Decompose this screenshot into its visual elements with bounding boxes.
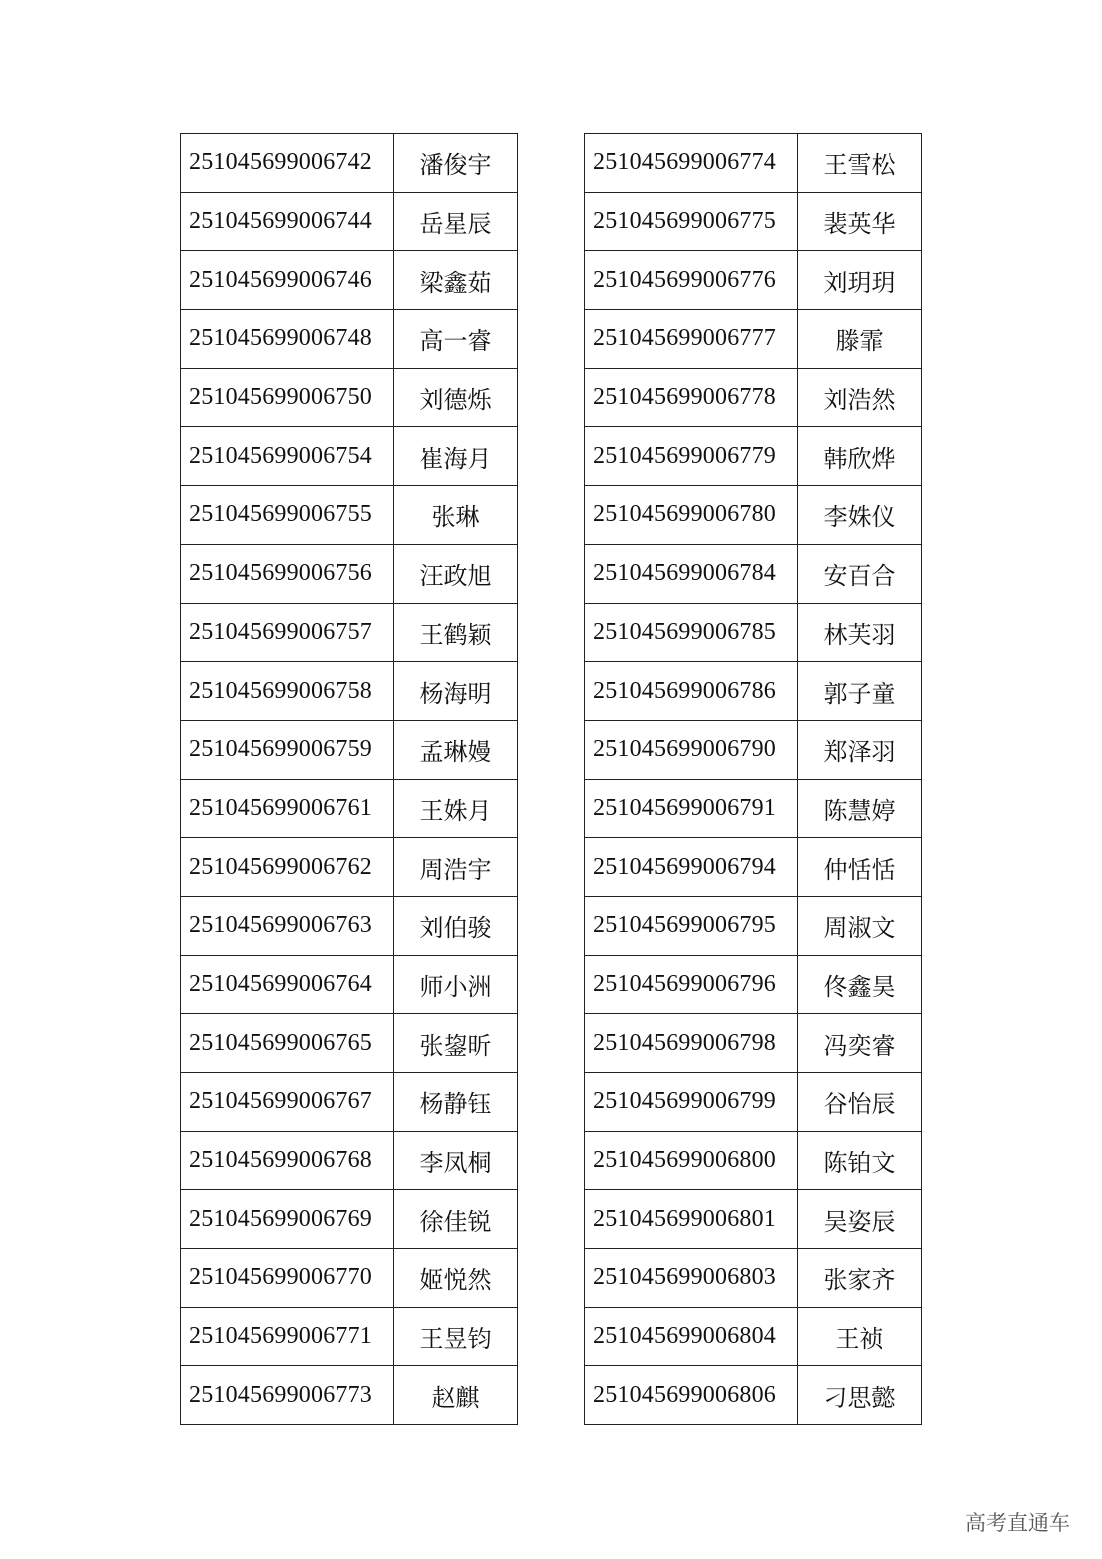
candidate-id: 251045699006796	[585, 955, 798, 1014]
candidate-name: 杨静钰	[394, 1073, 518, 1132]
candidate-name: 孟琳嫚	[394, 720, 518, 779]
candidate-name: 佟鑫昊	[798, 955, 922, 1014]
candidate-id: 251045699006795	[585, 896, 798, 955]
roster-table-left	[180, 133, 518, 1425]
table-row	[585, 662, 922, 721]
table-row	[181, 1073, 518, 1132]
candidate-name: 周淑文	[798, 896, 922, 955]
candidate-id: 251045699006750	[181, 368, 394, 427]
candidate-id: 251045699006798	[585, 1014, 798, 1073]
table-row	[181, 1131, 518, 1190]
candidate-name: 谷怡辰	[798, 1073, 922, 1132]
candidate-name: 高一睿	[394, 310, 518, 369]
candidate-id: 251045699006791	[585, 779, 798, 838]
candidate-id: 251045699006764	[181, 955, 394, 1014]
table-row	[181, 1014, 518, 1073]
candidate-name: 郭子童	[798, 662, 922, 721]
candidate-name: 刘玥玥	[798, 251, 922, 310]
table-row	[585, 779, 922, 838]
candidate-id: 251045699006800	[585, 1131, 798, 1190]
candidate-id: 251045699006773	[181, 1366, 394, 1425]
table-row	[585, 896, 922, 955]
roster-table-right	[584, 133, 922, 1425]
candidate-name: 王昱钧	[394, 1307, 518, 1366]
candidate-name: 潘俊宇	[394, 134, 518, 193]
candidate-name: 梁鑫茹	[394, 251, 518, 310]
candidate-name: 陈铂文	[798, 1131, 922, 1190]
table-row	[181, 1366, 518, 1425]
table-row	[585, 1249, 922, 1308]
candidate-id: 251045699006761	[181, 779, 394, 838]
table-row	[585, 955, 922, 1014]
candidate-name: 刘德烁	[394, 368, 518, 427]
candidate-name: 林芙羽	[798, 603, 922, 662]
candidate-id: 251045699006758	[181, 662, 394, 721]
table-row	[585, 192, 922, 251]
candidate-name: 仲恬恬	[798, 838, 922, 897]
candidate-name: 张家齐	[798, 1249, 922, 1308]
candidate-id: 251045699006769	[181, 1190, 394, 1249]
table-row	[585, 1190, 922, 1249]
candidate-id: 251045699006742	[181, 134, 394, 193]
candidate-name: 安百合	[798, 544, 922, 603]
table-row	[585, 1073, 922, 1132]
candidate-name: 王鹤颖	[394, 603, 518, 662]
candidate-name: 赵麒	[394, 1366, 518, 1425]
candidate-id: 251045699006785	[585, 603, 798, 662]
candidate-name: 刘伯骏	[394, 896, 518, 955]
candidate-name: 郑泽羽	[798, 720, 922, 779]
table-row	[585, 310, 922, 369]
table-row	[181, 1307, 518, 1366]
candidate-name: 陈慧婷	[798, 779, 922, 838]
candidate-id: 251045699006794	[585, 838, 798, 897]
candidate-id: 251045699006768	[181, 1131, 394, 1190]
candidate-id: 251045699006803	[585, 1249, 798, 1308]
table-row	[585, 251, 922, 310]
table-row	[181, 1190, 518, 1249]
table-row	[181, 427, 518, 486]
candidate-name: 王雪松	[798, 134, 922, 193]
candidate-id: 251045699006748	[181, 310, 394, 369]
candidate-id: 251045699006774	[585, 134, 798, 193]
table-row	[181, 368, 518, 427]
candidate-name: 岳星辰	[394, 192, 518, 251]
table-row	[181, 134, 518, 193]
candidate-id: 251045699006754	[181, 427, 394, 486]
table-row	[181, 896, 518, 955]
candidate-name: 王祯	[798, 1307, 922, 1366]
table-row	[181, 779, 518, 838]
candidate-id: 251045699006777	[585, 310, 798, 369]
table-row	[181, 603, 518, 662]
table-row	[181, 720, 518, 779]
candidate-name: 吴姿辰	[798, 1190, 922, 1249]
table-row	[181, 544, 518, 603]
candidate-id: 251045699006759	[181, 720, 394, 779]
candidate-name: 汪政旭	[394, 544, 518, 603]
table-row	[181, 310, 518, 369]
candidate-name: 裴英华	[798, 192, 922, 251]
candidate-id: 251045699006775	[585, 192, 798, 251]
candidate-name: 冯奕睿	[798, 1014, 922, 1073]
candidate-name: 杨海明	[394, 662, 518, 721]
candidate-id: 251045699006780	[585, 486, 798, 545]
candidate-id: 251045699006765	[181, 1014, 394, 1073]
candidate-name: 师小洲	[394, 955, 518, 1014]
table-row	[181, 192, 518, 251]
candidate-id: 251045699006799	[585, 1073, 798, 1132]
candidate-name: 姬悦然	[394, 1249, 518, 1308]
table-row	[181, 838, 518, 897]
table-row	[585, 720, 922, 779]
table-row	[585, 1131, 922, 1190]
candidate-id: 251045699006767	[181, 1073, 394, 1132]
candidate-id: 251045699006757	[181, 603, 394, 662]
table-row	[585, 1366, 922, 1425]
candidate-name: 崔海月	[394, 427, 518, 486]
candidate-id: 251045699006778	[585, 368, 798, 427]
table-row	[585, 838, 922, 897]
table-row	[585, 134, 922, 193]
candidate-id: 251045699006801	[585, 1190, 798, 1249]
candidate-id: 251045699006756	[181, 544, 394, 603]
candidate-id: 251045699006771	[181, 1307, 394, 1366]
table-row	[181, 955, 518, 1014]
candidate-name: 周浩宇	[394, 838, 518, 897]
candidate-name: 王姝月	[394, 779, 518, 838]
table-row	[585, 544, 922, 603]
candidate-id: 251045699006755	[181, 486, 394, 545]
candidate-id: 251045699006806	[585, 1366, 798, 1425]
table-row	[181, 251, 518, 310]
table-row	[181, 1249, 518, 1308]
table-row	[585, 603, 922, 662]
table-row	[181, 486, 518, 545]
candidate-name: 张鋆昕	[394, 1014, 518, 1073]
candidate-name: 刁思懿	[798, 1366, 922, 1425]
table-row	[181, 662, 518, 721]
candidate-id: 251045699006784	[585, 544, 798, 603]
candidate-name: 李姝仪	[798, 486, 922, 545]
candidate-id: 251045699006779	[585, 427, 798, 486]
table-row	[585, 368, 922, 427]
candidate-name: 滕霏	[798, 310, 922, 369]
candidate-id: 251045699006776	[585, 251, 798, 310]
candidate-id: 251045699006744	[181, 192, 394, 251]
candidate-id: 251045699006770	[181, 1249, 394, 1308]
candidate-id: 251045699006786	[585, 662, 798, 721]
watermark: 高考直通车	[965, 1511, 1070, 1535]
candidate-name: 徐佳锐	[394, 1190, 518, 1249]
candidate-name: 刘浩然	[798, 368, 922, 427]
candidate-name: 李凤桐	[394, 1131, 518, 1190]
candidate-name: 韩欣烨	[798, 427, 922, 486]
table-row	[585, 1014, 922, 1073]
candidate-id: 251045699006746	[181, 251, 394, 310]
candidate-id: 251045699006762	[181, 838, 394, 897]
candidate-id: 251045699006790	[585, 720, 798, 779]
table-row	[585, 427, 922, 486]
candidate-id: 251045699006804	[585, 1307, 798, 1366]
candidate-name: 张琳	[394, 486, 518, 545]
candidate-id: 251045699006763	[181, 896, 394, 955]
table-row	[585, 486, 922, 545]
table-row	[585, 1307, 922, 1366]
